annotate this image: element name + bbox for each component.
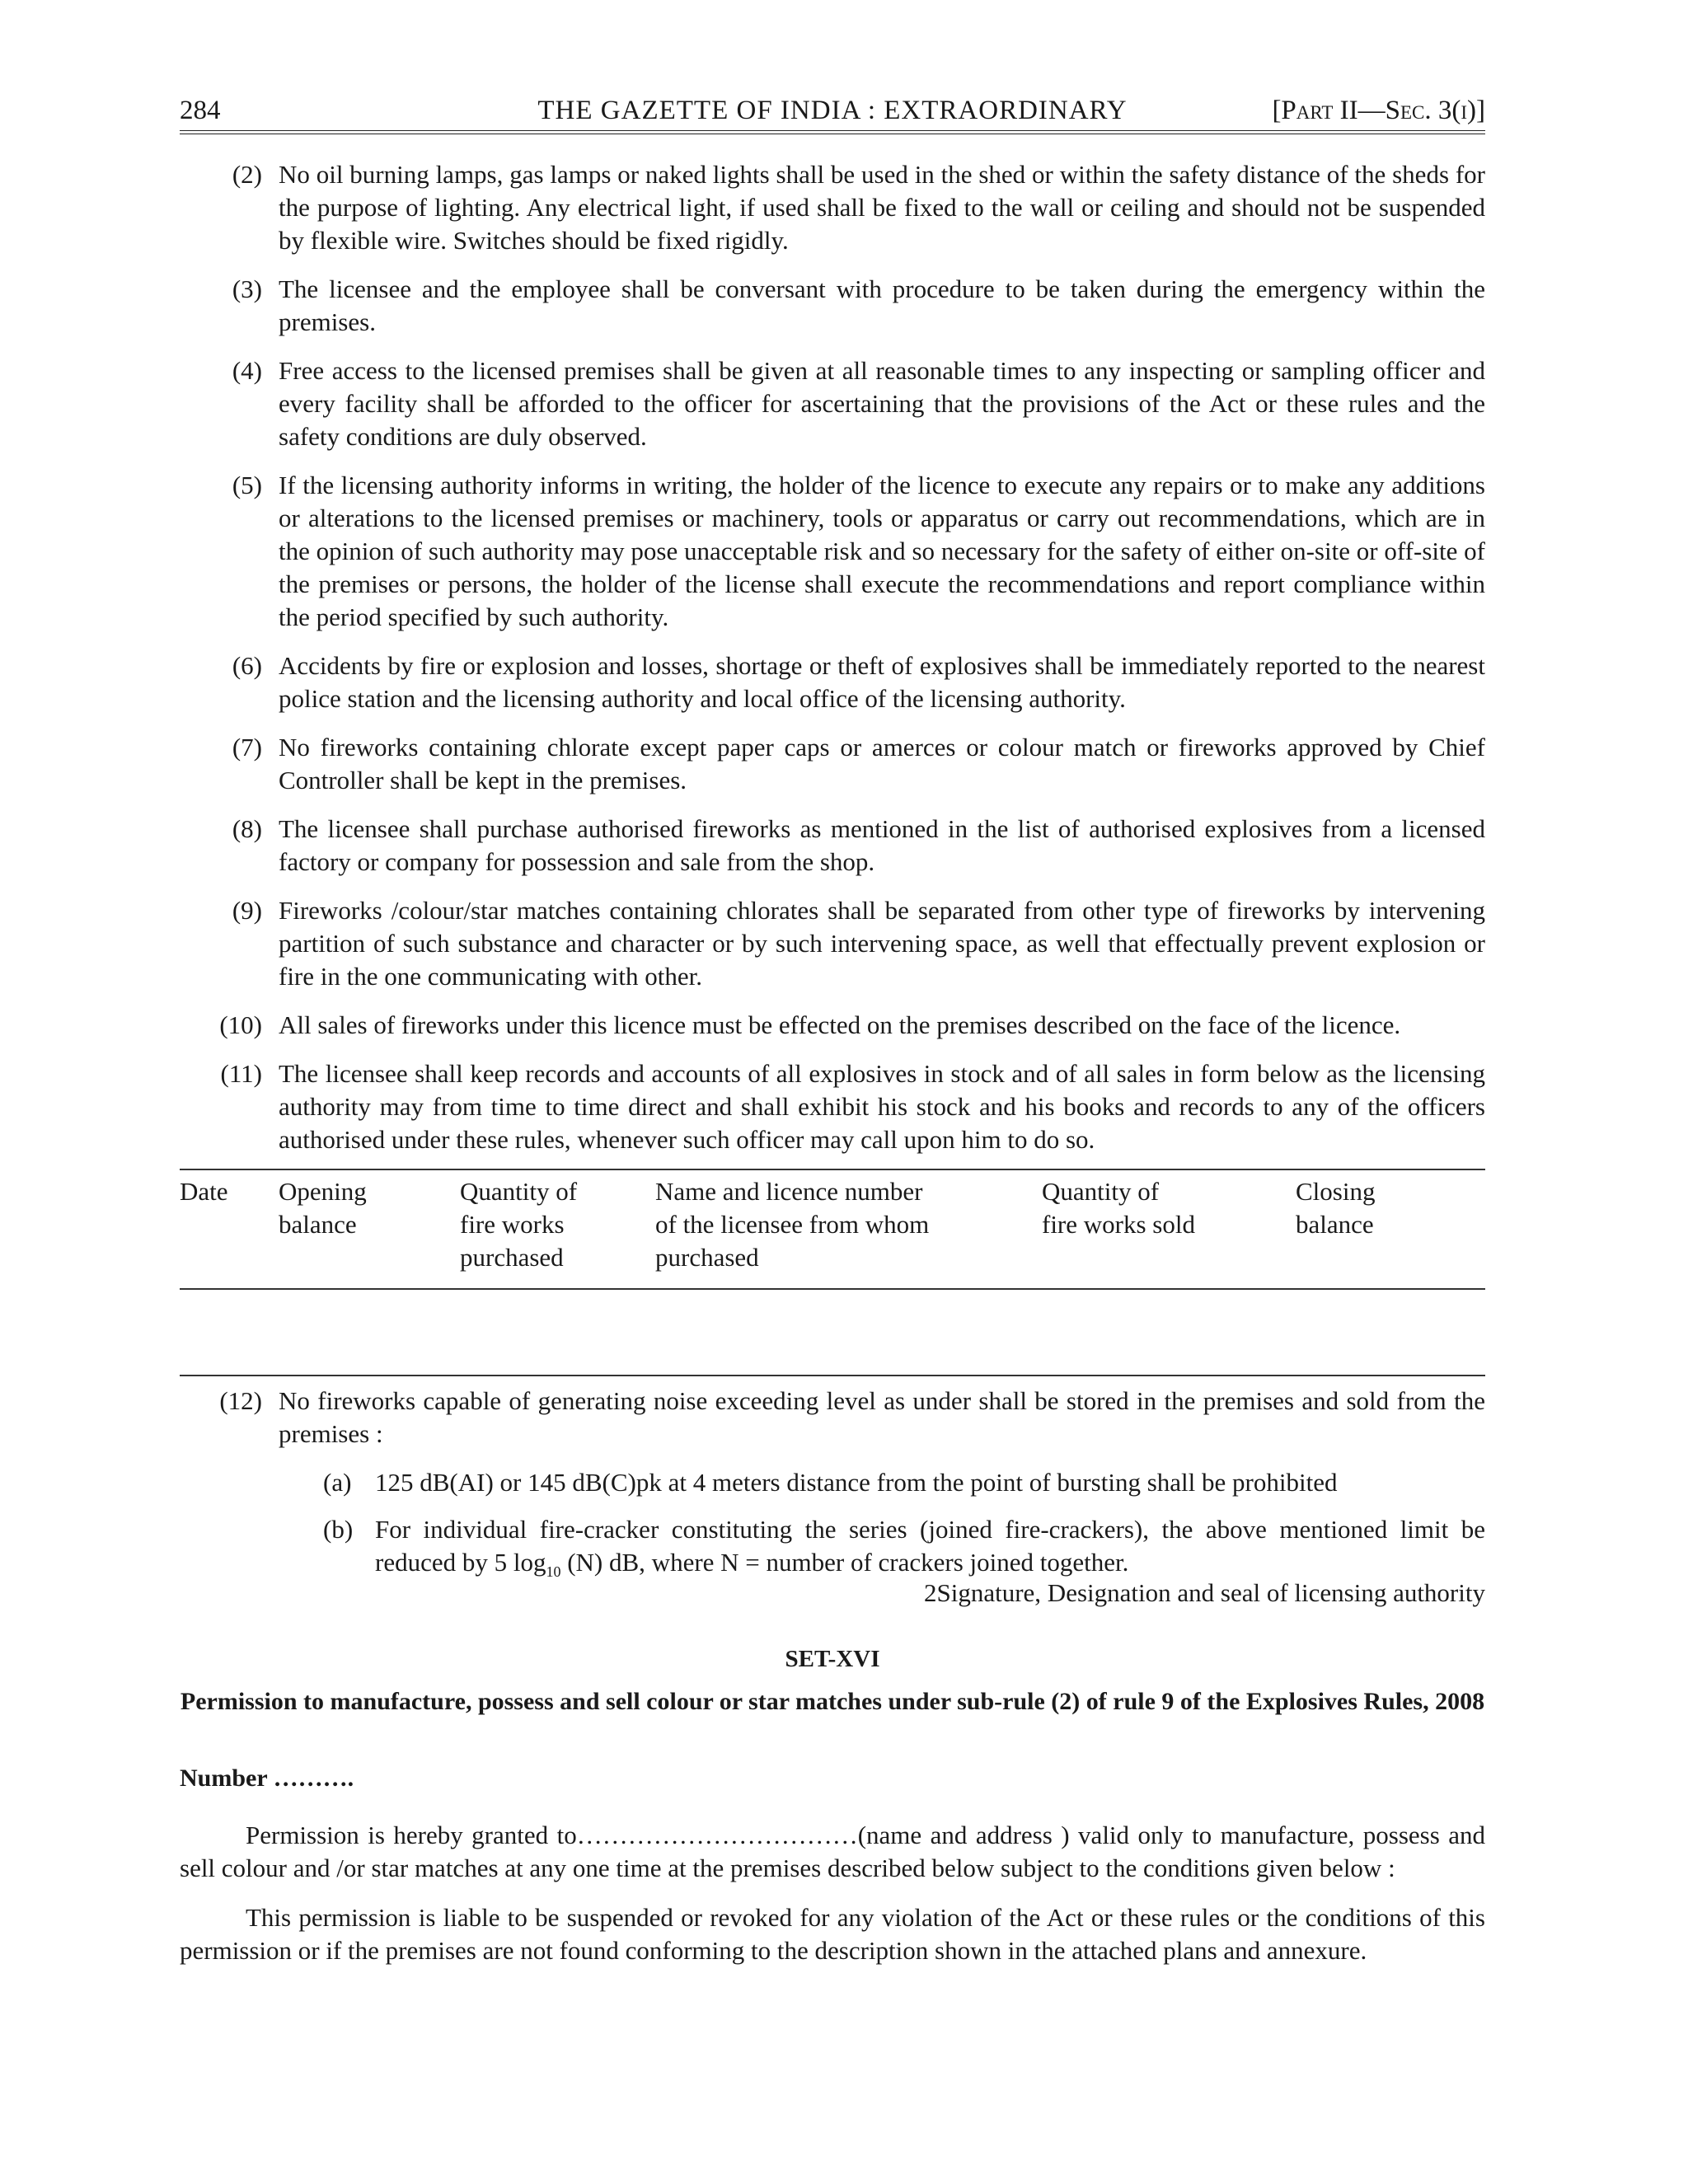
condition-text: If the licensing authority informs in writing, the holder of the licence to execute any repairs or to make any additions or alterations to the licensed premises or machinery, tools or apparatus or carry out recommendations, which are in the opinion of such authority may pose unacceptable risk and so necessary for the safety of either on-site or off-site of the premises or persons, the holder of the license shall execute the recommendations and report compliance within the period specified by such authority. xyxy=(279,471,1485,631)
condition-number: (8) xyxy=(232,814,262,843)
sub-item-text-end: (N) dB, where N = number of crackers joined together. xyxy=(560,1548,1129,1577)
table-header-date: Date xyxy=(180,1177,228,1206)
number-label: Number ………. xyxy=(180,1765,354,1792)
condition-text: Free access to the licensed premises shall be given at all reasonable times to any inspecting or sampling officer and every facility shall be afforded to the officer for ascertaining that the provisions of the Act or these rules and the safety conditions are duly observed. xyxy=(279,356,1485,451)
sub-item-text: 125 dB(AI) or 145 dB(C)pk at 4 meters distance from the point of bursting shall be prohibited xyxy=(375,1468,1338,1497)
condition-item xyxy=(180,1385,1485,1451)
condition-text: The licensee and the employee shall be conversant with procedure to be taken during the emergency within the premises. xyxy=(279,274,1485,336)
condition-text: All sales of fireworks under this licence must be effected on the premises described on the face of the licence. xyxy=(279,1010,1401,1039)
table-header-rule xyxy=(180,1288,1485,1290)
header-double-rule xyxy=(180,130,1485,134)
part-section-label: [Part II—Sec. 3(i)] xyxy=(1272,96,1485,125)
condition-item xyxy=(180,731,1485,797)
permission-grant-paragraph: Permission is hereby granted to……………………………(name and address ) valid only to manufacture, possess and sell colour and /or star matches at any one time at the premises described below subject to the conditions given below : xyxy=(180,1821,1485,1882)
permission-title: Permission to manufacture, possess and sell colour or star matches under sub-rule (2) of rule 9 of the Explosives Rules, 2008 xyxy=(180,1688,1485,1715)
revocation-paragraph: This permission is liable to be suspended or revoked for any violation of the Act or these rules or the conditions of this permission or if the premises are not found conforming to the description shown in the attached plans and annexure. xyxy=(180,1903,1485,1965)
condition-item xyxy=(180,158,1485,257)
condition-number: (6) xyxy=(232,651,262,680)
table-header-closing-balance: Closing balance xyxy=(1296,1177,1376,1239)
table-header-quantity-purchased: Quantity of fire works purchased xyxy=(460,1177,578,1272)
signature-line: 2Signature, Designation and seal of licensing authority xyxy=(924,1578,1485,1607)
condition-item xyxy=(180,649,1485,715)
condition-number: (7) xyxy=(232,733,262,762)
condition-text: Accidents by fire or explosion and losses, shortage or theft of explosives shall be immediately reported to the nearest police station and the licensing authority and local office of the licensing authority. xyxy=(279,651,1485,713)
condition-item xyxy=(180,813,1485,879)
condition-item xyxy=(180,469,1485,634)
table-header-quantity-sold: Quantity of fire works sold xyxy=(1042,1177,1195,1239)
condition-number: (2) xyxy=(232,160,262,189)
condition-item xyxy=(180,894,1485,993)
condition-number: (11) xyxy=(220,1059,262,1088)
condition-number: (10) xyxy=(219,1010,262,1039)
condition-number: (4) xyxy=(232,356,262,385)
sub-item-number: (a) xyxy=(323,1468,352,1497)
conditions-list xyxy=(180,158,1485,1172)
table-header-opening-balance: Opening balance xyxy=(279,1177,367,1239)
condition-text: The licensee shall purchase authorised fireworks as mentioned in the list of authorised explosives from a licensed factory or company for possession and sale from the shop. xyxy=(279,814,1485,876)
condition-text: No fireworks capable of generating noise exceeding level as under shall be stored in the premises and sold from the premises : xyxy=(279,1386,1485,1448)
condition-item xyxy=(180,1057,1485,1156)
sub-item-a xyxy=(180,1466,1485,1499)
table-header-licensee-name: Name and licence number of the licensee from whom purchased xyxy=(655,1177,930,1272)
set-heading: SET-XVI xyxy=(785,1646,880,1672)
table-bottom-rule xyxy=(180,1375,1485,1376)
condition-number: (12) xyxy=(219,1386,262,1415)
condition-text: The licensee shall keep records and accounts of all explosives in stock and of all sales in form below as the licensing authority may from time to time direct and shall exhibit his stock and his books and records to any of the officers authorised under these rules, whenever such officer may call upon him to do so. xyxy=(279,1059,1485,1154)
sub-item-number: (b) xyxy=(323,1515,354,1544)
page-number: 284 xyxy=(180,96,221,125)
condition-item xyxy=(180,273,1485,339)
gazette-title: THE GAZETTE OF INDIA : EXTRAORDINARY xyxy=(537,96,1128,125)
condition-text: No fireworks containing chlorate except paper caps or amerces or colour match or fireworks approved by Chief Controller shall be kept in the premises. xyxy=(279,733,1485,794)
sub-item-text: For individual fire-cracker constituting the series (joined fire-crackers), the above mentioned limit be reduced by 5 log xyxy=(375,1515,1485,1577)
condition-text: No oil burning lamps, gas lamps or naked lights shall be used in the shed or within the safety distance of the sheds for the purpose of lighting. Any electrical light, if used shall be fixed to the wall or ceiling and should not be suspended by flexible wire. Switches should be fixed rigidly. xyxy=(279,160,1485,255)
page-header xyxy=(180,91,1485,130)
log-subscript: 10 xyxy=(546,1563,561,1581)
condition-text: Fireworks /colour/star matches containing chlorates shall be separated from other type of fireworks by intervening partition of such substance and character or by such intervening space, as well that effectually prevent explosion or fire in the one communicating with other. xyxy=(279,896,1485,991)
condition-number: (9) xyxy=(232,896,262,925)
table-top-rule xyxy=(180,1169,1485,1170)
condition-item xyxy=(180,1009,1485,1042)
condition-number: (5) xyxy=(232,471,262,499)
condition-item xyxy=(180,354,1485,453)
condition-12 xyxy=(180,1385,1485,1602)
condition-number: (3) xyxy=(232,274,262,303)
